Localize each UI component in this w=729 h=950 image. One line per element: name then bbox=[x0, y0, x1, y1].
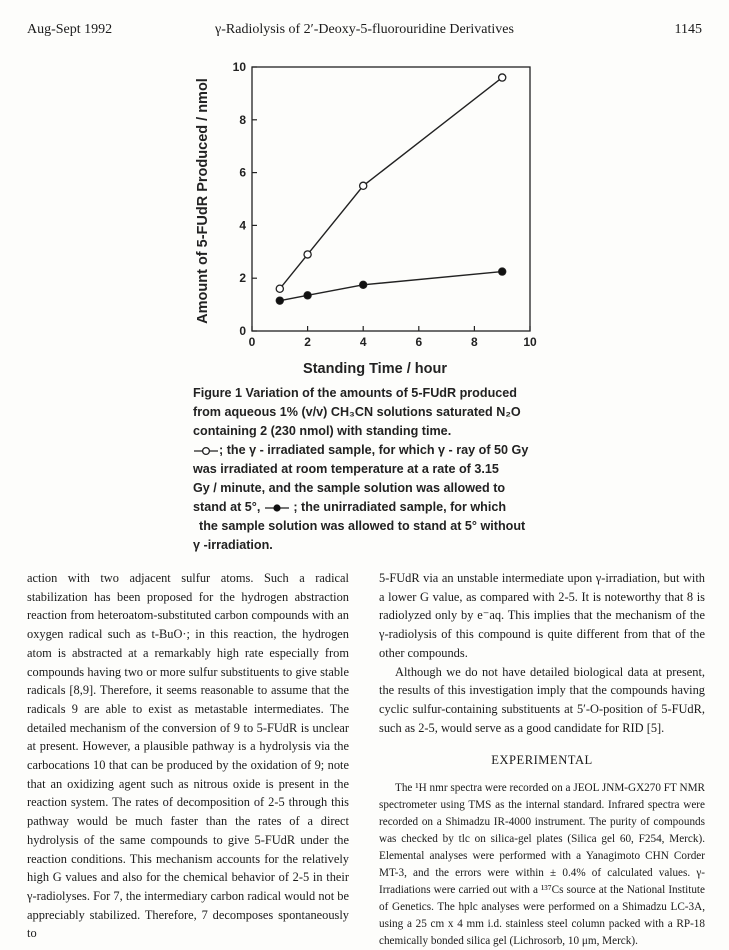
caption-line: was irradiated at room temperature at a rate of 3.15 bbox=[193, 462, 499, 476]
open-data-point bbox=[276, 285, 283, 292]
open-circle-legend-icon bbox=[193, 445, 219, 457]
caption-line: the sample solution was allowed to stand at 5° without bbox=[199, 519, 526, 533]
caption-line: Gy / minute, and the sample solution was allowed to bbox=[193, 481, 506, 495]
x-tick-label: 2 bbox=[304, 335, 311, 349]
y-tick-label: 4 bbox=[239, 218, 246, 233]
caption-line: γ -irradiation. bbox=[193, 538, 273, 552]
figure-caption bbox=[193, 384, 573, 555]
filled-data-point bbox=[276, 297, 284, 305]
y-tick-label: 2 bbox=[239, 271, 246, 286]
y-tick-label: 8 bbox=[239, 112, 246, 127]
x-tick-label: 0 bbox=[248, 335, 256, 349]
filled-data-point bbox=[498, 268, 506, 276]
body-paragraph: 5-FUdR via an unstable intermediate upon γ-irradiation, but with a lower G value, as compared with 2-5. It is noteworthy that 8 is radiolyzed only by e⁻aq. This implies that the mechanism of the γ-radiolysis of this compound is quite different from that of the other compounds. bbox=[379, 571, 705, 660]
series-line-open-circle bbox=[280, 78, 502, 289]
caption-line: ; the unirradiated sample, for which bbox=[293, 500, 507, 514]
y-axis-label: Amount of 5-FUdR Produced / nmol bbox=[195, 78, 211, 324]
caption-line: containing 2 (230 nmol) with standing time. bbox=[193, 424, 452, 438]
y-tick-label: 6 bbox=[239, 165, 246, 180]
figure-1-chart bbox=[190, 55, 550, 385]
open-data-point bbox=[304, 251, 311, 258]
running-header-title: γ-Radiolysis of 2′-Deoxy-5-fluorouridine Derivatives bbox=[215, 22, 514, 37]
plot-frame bbox=[252, 67, 530, 331]
filled-data-point bbox=[359, 281, 367, 289]
section-heading-experimental: EXPERIMENTAL bbox=[491, 753, 593, 768]
right-column bbox=[379, 569, 705, 950]
open-data-point bbox=[499, 74, 506, 81]
caption-line: stand at 5°, bbox=[193, 500, 261, 514]
series-line-filled-circle bbox=[280, 272, 502, 301]
left-column bbox=[27, 569, 349, 943]
y-tick-label: 0 bbox=[239, 324, 246, 338]
running-header-journal: Aug-Sept 1992 bbox=[27, 22, 113, 37]
caption-line: from aqueous 1% (v/v) CH₃CN solutions saturated N₂O bbox=[193, 405, 521, 419]
filled-circle-legend-icon bbox=[264, 502, 290, 514]
page-number: 1145 bbox=[674, 22, 702, 37]
body-paragraph: Although we do not have detailed biological data at present, the results of this investigation imply that the compounds having cyclic sulfur-containing substituents at 5′-O-position of 5-FUdR, such as 2-5, would serve as a good candidate for RID [5]. bbox=[379, 664, 705, 735]
x-axis-label: Standing Time / hour bbox=[303, 361, 447, 377]
y-tick-label: 10 bbox=[232, 60, 246, 74]
filled-data-point bbox=[304, 292, 312, 300]
experimental-paragraph: The ¹H nmr spectra were recorded on a JEOL JNM-GX270 FT NMR spectrometer using TMS as the internal standard. Infrared spectra were recorded on a Shimadzu IR-4000 instrument. The purity of compounds was checked by tlc on silica-gel plates (Silica gel 60, F254, Merck). Elemental analyses were performed with a Yanagimoto CHN Corder MT-3, and the errors were within ± 0.4% of calculated values. γ-Irradiations were carried out with a ¹³⁷Cs source at the National Institute of Genetics. The hplc analyses were performed on a Shimadzu LC-3A, using a 25 cm x 4 mm i.d. stainless steel column packed with a RP-18 chemically bonded silica gel (Lichrosorb, 10 μm, Merck). bbox=[379, 782, 705, 948]
x-tick-label: 6 bbox=[415, 335, 423, 349]
x-tick-label: 10 bbox=[523, 335, 537, 349]
open-data-point bbox=[360, 182, 367, 189]
caption-line: Figure 1 Variation of the amounts of 5-FUdR produced bbox=[193, 386, 517, 400]
caption-line: ; the γ - irradiated sample, for which γ - ray of 50 Gy bbox=[219, 443, 529, 457]
body-paragraph: action with two adjacent sulfur atoms. Such a radical stabilization has been proposed for the hydrogen abstraction reaction from heteroatom-substituted carbon compounds with an oxygen radical such as t-BuO·; in this reaction, the hydrogen atom is abstracted at a remarkably high rate especially from compounds having two or more sulfur substituents to give stable radicals [8,9]. Therefore, it seems reasonable to assume that the radicals 9 are able to exist as metastable intermediates. The detailed mechanism of the conversion of 9 to 5-FUdR is unclear at present. However, a plausible pathway is a hydrolysis via the carbocations 10 that can be produced by the oxidation of 9; note that an oxidizing agent such as nitrous oxide is present in the reaction system. The rates of decomposition of 2-5 through this pathway would be much faster than the rates of a direct hydrolysis of the same compounds to give 5-FUdR under the reaction conditions. This mechanism accounts for the relatively high G values and also for the chemical behavior of 2-5 in their γ-radiolyses. For 7, the intermediary carbon radical would not be appreciably stabilized. Therefore, 7 decomposes spontaneously to bbox=[27, 571, 349, 941]
x-tick-label: 8 bbox=[471, 335, 478, 349]
x-tick-label: 4 bbox=[359, 335, 367, 349]
